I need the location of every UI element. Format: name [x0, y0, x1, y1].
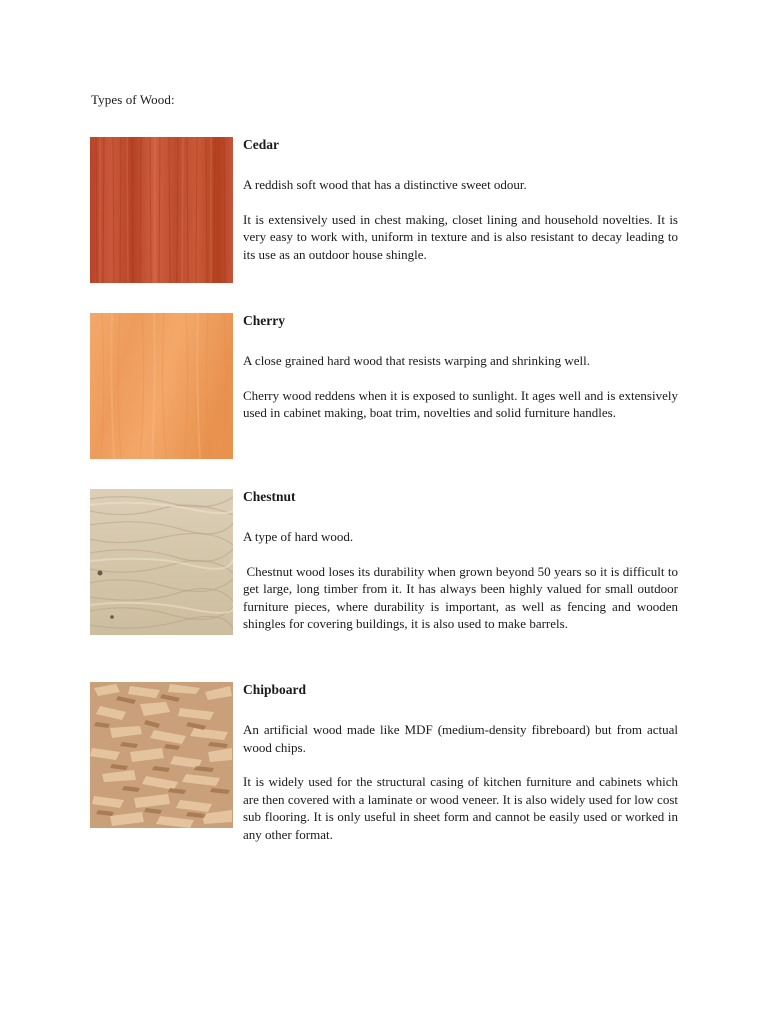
wood-entry-text: [243, 489, 682, 650]
wood-description: It is widely used for the structural casing of kitchen furniture and cabinets which are then covered with a laminate or wood veneer. It is also widely used for low cost sub flooring. It is only useful in sheet form and cannot be easily used or worked in any other format.: [243, 774, 678, 842]
wood-description: It is extensively used in chest making, closet lining and household novelties. It is very easy to work with, uniform in texture and is also resistant to decay leading to its use as an outdoor house shingle.: [243, 211, 678, 262]
wood-name: Cherry: [243, 313, 285, 328]
cherry-wood-texture-icon: [90, 313, 233, 459]
chestnut-wood-texture-icon: [90, 489, 233, 635]
wood-summary: A type of hard wood.: [243, 529, 354, 544]
wood-description: Cherry wood reddens when it is exposed to sunlight. It ages well and is extensively used in cabinet making, boat trim, novelties and solid furniture handles.: [243, 387, 678, 421]
wood-summary: A close grained hard wood that resists warping and shrinking well.: [243, 353, 590, 368]
wood-summary: An artificial wood made like MDF (medium-density fibreboard) but from actual wood chips.: [243, 722, 678, 755]
cedar-wood-texture-icon: [90, 137, 233, 283]
document-title: Types of Wood:: [91, 92, 175, 107]
wood-entry-text: [243, 313, 678, 439]
wood-description: Chestnut wood loses its durability when grown beyond 50 years so it is difficult to get large, long timber from it. It has always been highly valued for small outdoor furniture pieces, where durability is important, as well as fencing and wooden shingles for covering buildings, it is also used to make barrels.: [243, 563, 682, 632]
wood-name: Chipboard: [243, 682, 307, 697]
wood-entry-text: [243, 137, 678, 280]
wood-entry-text: [243, 682, 678, 861]
chipboard-texture-icon: [90, 682, 233, 828]
wood-summary: A reddish soft wood that has a distinctive sweet odour.: [243, 177, 527, 192]
wood-name: Chestnut: [243, 489, 296, 504]
wood-name: Cedar: [243, 137, 279, 152]
